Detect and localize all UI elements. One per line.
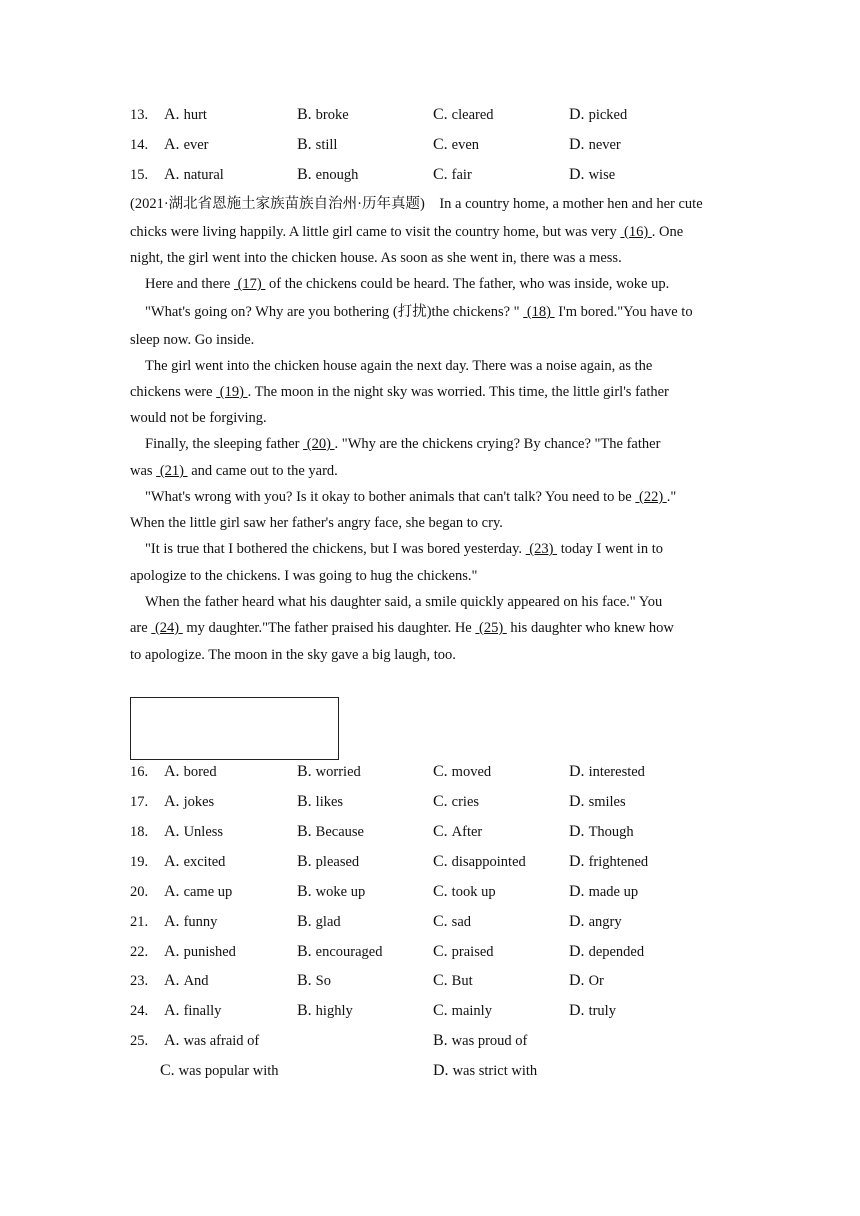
- option-d[interactable]: D. Though: [569, 823, 634, 840]
- option-b[interactable]: B. Because: [297, 823, 364, 840]
- option-b[interactable]: B. glad: [297, 913, 341, 930]
- question-row: [130, 941, 770, 963]
- option-d[interactable]: D. never: [569, 136, 621, 153]
- option-b[interactable]: B. encouraged: [297, 943, 383, 960]
- option-a[interactable]: A. hurt: [164, 106, 207, 123]
- option-c[interactable]: C. cries: [433, 793, 480, 810]
- option-a[interactable]: A. And: [164, 972, 209, 989]
- option-a[interactable]: A. Unless: [164, 823, 224, 840]
- blank-18: (18): [523, 304, 555, 320]
- question-number: 22.: [130, 944, 149, 960]
- question-number: 24.: [130, 1003, 149, 1019]
- question-row-25: [130, 1030, 770, 1052]
- question-number: 18.: [130, 824, 149, 840]
- question-row: [130, 1000, 770, 1022]
- option-b[interactable]: B. highly: [297, 1002, 353, 1019]
- question-number: 14.: [130, 137, 149, 153]
- blank-25: (25): [475, 620, 507, 636]
- option-b[interactable]: B. enough: [297, 166, 359, 183]
- question-row: [130, 881, 770, 903]
- option-a[interactable]: A. funny: [164, 913, 218, 930]
- option-a[interactable]: A. jokes: [164, 793, 215, 810]
- question-number: 21.: [130, 914, 149, 930]
- passage-line: When the father heard what his daughter said, a smile quickly appeared on his face." You: [145, 594, 663, 610]
- option-d[interactable]: D. Or: [569, 972, 604, 989]
- option-b[interactable]: B. So: [297, 972, 331, 989]
- option-a[interactable]: A. came up: [164, 883, 233, 900]
- passage-line: night, the girl went into the chicken house. As soon as she went in, there was a mess.: [130, 250, 622, 266]
- passage-line: apologize to the chickens. I was going to hug the chickens.": [130, 568, 478, 584]
- option-a[interactable]: A. was afraid of: [164, 1032, 260, 1049]
- answer-box: [130, 697, 339, 760]
- question-row-15: [130, 164, 770, 186]
- option-a[interactable]: A. bored: [164, 763, 217, 780]
- option-d[interactable]: D. truly: [569, 1002, 616, 1019]
- option-c[interactable]: C. cleared: [433, 106, 494, 123]
- question-number: 23.: [130, 973, 149, 989]
- passage-line: chicks were living happily. A little girl came to visit the country home, but was very (16) . One: [130, 224, 684, 240]
- question-number: 13.: [130, 107, 149, 123]
- question-number: 25.: [130, 1033, 149, 1049]
- option-d[interactable]: D. smiles: [569, 793, 626, 810]
- question-row: [130, 851, 770, 873]
- option-d[interactable]: D. picked: [569, 106, 628, 123]
- option-c[interactable]: C. took up: [433, 883, 496, 900]
- passage-line: When the little girl saw her father's angry face, she began to cry.: [130, 515, 503, 531]
- option-c[interactable]: C. disappointed: [433, 853, 526, 870]
- option-c[interactable]: C. praised: [433, 943, 494, 960]
- option-c[interactable]: C. sad: [433, 913, 472, 930]
- option-a[interactable]: A. finally: [164, 1002, 222, 1019]
- question-row: [130, 821, 770, 843]
- passage-line: "What's wrong with you? Is it okay to bother animals that can't talk? You need to be (22) .": [145, 489, 677, 505]
- blank-23: (23): [525, 541, 558, 557]
- blank-20: (20): [303, 436, 335, 452]
- option-c[interactable]: C. was popular with: [160, 1062, 279, 1079]
- question-row-13: [130, 104, 770, 126]
- option-b[interactable]: B. worried: [297, 763, 361, 780]
- passage-line: Here and there (17) of the chickens could be heard. The father, who was inside, woke up.: [145, 276, 670, 292]
- option-d[interactable]: D. angry: [569, 913, 622, 930]
- passage-line: "What's going on? Why are you bothering (打扰)the chickens? " (18) I'm bored."You have to: [145, 304, 693, 320]
- passage-line: would not be forgiving.: [130, 410, 267, 426]
- option-d[interactable]: D. made up: [569, 883, 639, 900]
- option-d[interactable]: D. depended: [569, 943, 645, 960]
- blank-19: (19): [216, 384, 248, 400]
- passage-line: The girl went into the chicken house again the next day. There was a noise again, as the: [145, 358, 653, 374]
- option-a[interactable]: A. punished: [164, 943, 236, 960]
- passage-line: sleep now. Go inside.: [130, 332, 255, 348]
- passage-line: are (24) my daughter."The father praised his daughter. He (25) his daughter who knew how: [130, 620, 674, 636]
- passage-line: Finally, the sleeping father (20) . "Why are the chickens crying? By chance? "The father: [145, 436, 661, 452]
- option-c[interactable]: C. moved: [433, 763, 492, 780]
- blank-16: (16): [620, 224, 652, 240]
- option-b[interactable]: B. broke: [297, 106, 349, 123]
- blank-17: (17): [233, 276, 266, 292]
- blank-22: (22): [635, 489, 667, 505]
- passage-line: was (21) and came out to the yard.: [130, 463, 338, 479]
- option-c[interactable]: C. even: [433, 136, 480, 153]
- option-c[interactable]: C. mainly: [433, 1002, 492, 1019]
- blank-24: (24): [151, 620, 183, 636]
- option-b[interactable]: B. woke up: [297, 883, 366, 900]
- option-b[interactable]: B. was proud of: [433, 1032, 528, 1049]
- option-a[interactable]: A. natural: [164, 166, 224, 183]
- passage-line: chickens were (19) . The moon in the night sky was worried. This time, the little girl's father: [130, 384, 669, 400]
- question-row: [130, 791, 770, 813]
- question-number: 16.: [130, 764, 149, 780]
- option-c[interactable]: C. After: [433, 823, 483, 840]
- option-d[interactable]: D. interested: [569, 763, 645, 780]
- passage-line: (2021·湖北省恩施土家族苗族自治州·历年真题) In a country home, a mother hen and her cute: [130, 196, 703, 212]
- question-row: [130, 970, 770, 992]
- option-c[interactable]: C. fair: [433, 166, 472, 183]
- option-b[interactable]: B. still: [297, 136, 338, 153]
- passage-line: to apologize. The moon in the sky gave a big laugh, too.: [130, 647, 456, 663]
- option-a[interactable]: A. ever: [164, 136, 209, 153]
- question-number: 20.: [130, 884, 149, 900]
- source-citation: (2021·湖北省恩施土家族苗族自治州·历年真题): [130, 196, 425, 212]
- option-a[interactable]: A. excited: [164, 853, 226, 870]
- option-d[interactable]: D. wise: [569, 166, 616, 183]
- blank-21: (21): [156, 463, 188, 479]
- option-c[interactable]: C. But: [433, 972, 473, 989]
- option-b[interactable]: B. pleased: [297, 853, 360, 870]
- option-d[interactable]: D. frightened: [569, 853, 649, 870]
- option-d[interactable]: D. was strict with: [433, 1062, 538, 1079]
- question-row: [130, 761, 770, 783]
- passage-line: "It is true that I bothered the chickens, but I was bored yesterday. (23) today I went in to: [145, 541, 663, 557]
- question-number: 19.: [130, 854, 149, 870]
- question-number: 15.: [130, 167, 149, 183]
- option-b[interactable]: B. likes: [297, 793, 344, 810]
- question-row: [130, 911, 770, 933]
- question-row-14: [130, 134, 770, 156]
- question-number: 17.: [130, 794, 149, 810]
